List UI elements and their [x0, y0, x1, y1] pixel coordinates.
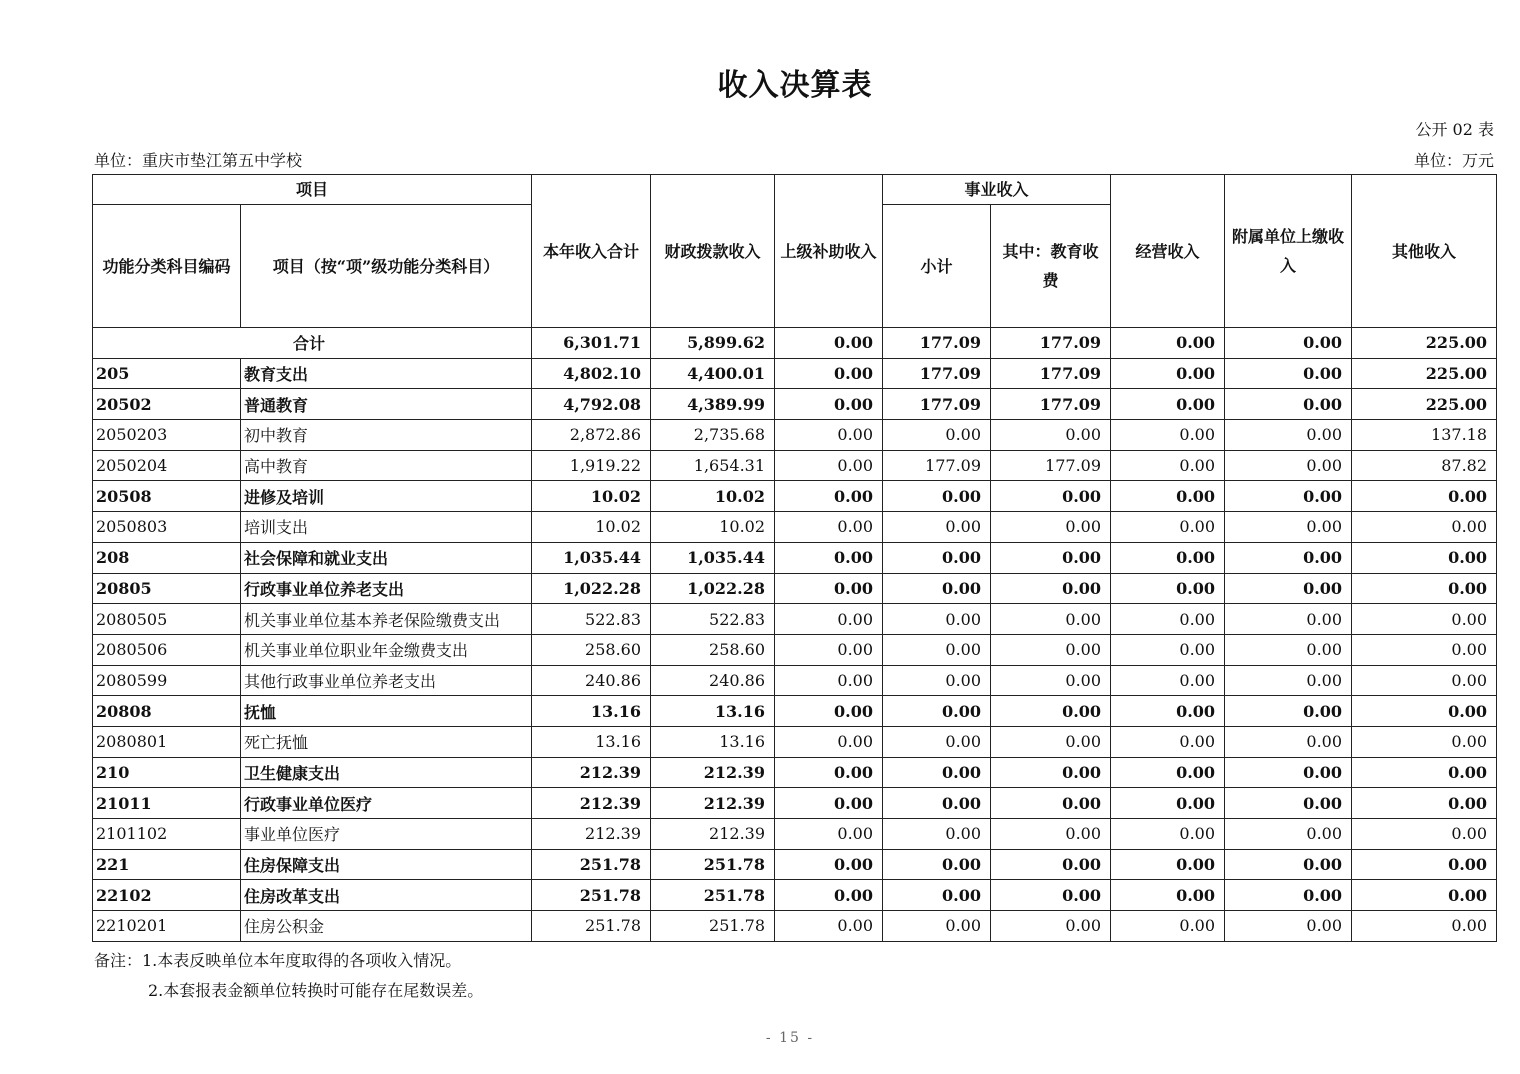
value-cell: 0.00: [883, 634, 991, 665]
form-number: 公开 02 表: [1415, 120, 1494, 139]
name-cell: 高中教育: [241, 450, 532, 481]
name-cell: 机关事业单位职业年金缴费支出: [241, 634, 532, 665]
value-cell: 0.00: [1111, 542, 1225, 573]
code-cell: 208: [93, 542, 241, 573]
header-operating: 经营收入: [1111, 175, 1225, 328]
value-cell: 0.00: [775, 420, 883, 451]
total-cell: 0.00: [1225, 328, 1352, 359]
value-cell: 0.00: [775, 389, 883, 420]
value-cell: 0.00: [1225, 389, 1352, 420]
value-cell: 0.00: [991, 819, 1111, 850]
value-cell: 0.00: [1111, 819, 1225, 850]
value-cell: 0.00: [1111, 604, 1225, 635]
value-cell: 0.00: [991, 481, 1111, 512]
value-cell: 4,400.01: [651, 358, 775, 389]
value-cell: 0.00: [1225, 726, 1352, 757]
value-cell: 0.00: [775, 542, 883, 573]
code-cell: 20808: [93, 696, 241, 727]
table-row: [93, 604, 1497, 635]
value-cell: 0.00: [991, 757, 1111, 788]
total-cell: 225.00: [1352, 328, 1497, 359]
code-cell: 2050204: [93, 450, 241, 481]
value-cell: 1,022.28: [532, 573, 651, 604]
table-row: [93, 849, 1497, 880]
value-cell: 0.00: [1225, 880, 1352, 911]
value-cell: 2,735.68: [651, 420, 775, 451]
value-cell: 251.78: [532, 911, 651, 942]
value-cell: 4,389.99: [651, 389, 775, 420]
value-cell: 0.00: [883, 542, 991, 573]
table-row: [93, 696, 1497, 727]
value-cell: 0.00: [1352, 849, 1497, 880]
table-row: [93, 634, 1497, 665]
value-cell: 0.00: [991, 726, 1111, 757]
value-cell: 13.16: [532, 696, 651, 727]
value-cell: 10.02: [651, 481, 775, 512]
value-cell: 522.83: [532, 604, 651, 635]
value-cell: 177.09: [991, 389, 1111, 420]
value-cell: 0.00: [1225, 665, 1352, 696]
value-cell: 0.00: [775, 665, 883, 696]
header-code: 功能分类科目编码: [93, 205, 241, 328]
value-cell: 0.00: [883, 604, 991, 635]
name-cell: 其他行政事业单位养老支出: [241, 665, 532, 696]
value-cell: 13.16: [651, 696, 775, 727]
value-cell: 0.00: [775, 573, 883, 604]
value-cell: 13.16: [651, 726, 775, 757]
value-cell: 251.78: [651, 880, 775, 911]
value-cell: 251.78: [651, 911, 775, 942]
value-cell: 0.00: [775, 726, 883, 757]
value-cell: 0.00: [883, 819, 991, 850]
value-cell: 0.00: [1111, 911, 1225, 942]
value-cell: 0.00: [1111, 788, 1225, 819]
header-superior: 上级补助收入: [775, 175, 883, 328]
value-cell: 0.00: [775, 512, 883, 543]
value-cell: 0.00: [1111, 420, 1225, 451]
table-row: [93, 788, 1497, 819]
value-cell: 225.00: [1352, 389, 1497, 420]
table-row: [93, 880, 1497, 911]
table-row: [93, 757, 1497, 788]
code-cell: 20508: [93, 481, 241, 512]
value-cell: 87.82: [1352, 450, 1497, 481]
value-cell: 0.00: [1352, 481, 1497, 512]
value-cell: 0.00: [1111, 450, 1225, 481]
total-label: 合计: [93, 328, 532, 359]
value-cell: 0.00: [1111, 358, 1225, 389]
value-cell: 0.00: [1225, 604, 1352, 635]
value-cell: 1,035.44: [651, 542, 775, 573]
value-cell: 0.00: [1352, 819, 1497, 850]
value-cell: 0.00: [883, 726, 991, 757]
value-cell: 0.00: [1225, 849, 1352, 880]
name-cell: 抚恤: [241, 696, 532, 727]
table-row: [93, 819, 1497, 850]
value-cell: 0.00: [883, 481, 991, 512]
name-cell: 死亡抚恤: [241, 726, 532, 757]
value-cell: 0.00: [883, 757, 991, 788]
value-cell: 0.00: [1111, 665, 1225, 696]
name-cell: 教育支出: [241, 358, 532, 389]
value-cell: 0.00: [775, 819, 883, 850]
code-cell: 221: [93, 849, 241, 880]
value-cell: 0.00: [991, 849, 1111, 880]
value-cell: 0.00: [1352, 880, 1497, 911]
value-cell: 0.00: [991, 604, 1111, 635]
table-row: [93, 542, 1497, 573]
table-row: [93, 450, 1497, 481]
value-cell: 0.00: [991, 542, 1111, 573]
value-cell: 522.83: [651, 604, 775, 635]
value-cell: 0.00: [1111, 512, 1225, 543]
value-cell: 0.00: [775, 604, 883, 635]
value-cell: 177.09: [991, 450, 1111, 481]
value-cell: 0.00: [1352, 757, 1497, 788]
value-cell: 225.00: [1352, 358, 1497, 389]
value-cell: 177.09: [991, 358, 1111, 389]
value-cell: 0.00: [1111, 481, 1225, 512]
code-cell: 2101102: [93, 819, 241, 850]
value-cell: 0.00: [775, 911, 883, 942]
note-line: 2.本套报表金额单位转换时可能存在尾数误差。: [148, 981, 484, 1000]
value-cell: 0.00: [1111, 634, 1225, 665]
total-cell: 0.00: [775, 328, 883, 359]
name-cell: 社会保障和就业支出: [241, 542, 532, 573]
reporting-unit: 单位：重庆市垫江第五中学校: [94, 151, 303, 170]
code-cell: 2080801: [93, 726, 241, 757]
name-cell: 进修及培训: [241, 481, 532, 512]
code-cell: 2050803: [93, 512, 241, 543]
header-name: 项目（按“项”级功能分类科目）: [241, 205, 532, 328]
value-cell: 0.00: [883, 849, 991, 880]
note-line: 备注：1.本表反映单位本年度取得的各项收入情况。: [94, 951, 462, 970]
income-table: [92, 174, 1497, 942]
value-cell: 177.09: [883, 358, 991, 389]
value-cell: 0.00: [1225, 757, 1352, 788]
value-cell: 0.00: [991, 512, 1111, 543]
value-cell: 0.00: [1111, 573, 1225, 604]
header-subtotal: 小计: [883, 205, 991, 328]
value-cell: 0.00: [1352, 573, 1497, 604]
code-cell: 2050203: [93, 420, 241, 451]
name-cell: 普通教育: [241, 389, 532, 420]
value-cell: 0.00: [775, 634, 883, 665]
value-cell: 0.00: [991, 880, 1111, 911]
table-row: [93, 726, 1497, 757]
name-cell: 住房改革支出: [241, 880, 532, 911]
value-cell: 0.00: [1225, 911, 1352, 942]
header-affiliated: 附属单位上缴收入: [1225, 175, 1352, 328]
value-cell: 4,802.10: [532, 358, 651, 389]
table-row: [93, 420, 1497, 451]
header-fiscal: 财政拨款收入: [651, 175, 775, 328]
value-cell: 0.00: [1225, 512, 1352, 543]
notes: [94, 946, 483, 1006]
value-cell: 0.00: [883, 911, 991, 942]
value-cell: 1,035.44: [532, 542, 651, 573]
value-cell: 0.00: [775, 880, 883, 911]
value-cell: 251.78: [532, 880, 651, 911]
value-cell: 1,022.28: [651, 573, 775, 604]
value-cell: 0.00: [991, 573, 1111, 604]
value-cell: 0.00: [1352, 696, 1497, 727]
value-cell: 0.00: [1352, 665, 1497, 696]
value-cell: 0.00: [1352, 634, 1497, 665]
value-cell: 0.00: [775, 450, 883, 481]
value-cell: 212.39: [651, 788, 775, 819]
value-cell: 0.00: [1225, 542, 1352, 573]
value-cell: 0.00: [1352, 604, 1497, 635]
page-title: 收入决算表: [717, 68, 873, 103]
value-cell: 177.09: [883, 450, 991, 481]
value-cell: 10.02: [651, 512, 775, 543]
value-cell: 0.00: [1111, 696, 1225, 727]
value-cell: 177.09: [883, 389, 991, 420]
value-cell: 137.18: [1352, 420, 1497, 451]
value-cell: 0.00: [1111, 726, 1225, 757]
code-cell: 205: [93, 358, 241, 389]
value-cell: 258.60: [651, 634, 775, 665]
value-cell: 0.00: [991, 788, 1111, 819]
value-cell: 10.02: [532, 481, 651, 512]
table-row: [93, 481, 1497, 512]
name-cell: 卫生健康支出: [241, 757, 532, 788]
value-cell: 0.00: [1225, 481, 1352, 512]
value-cell: 212.39: [532, 757, 651, 788]
value-cell: 0.00: [991, 911, 1111, 942]
value-cell: 0.00: [1225, 420, 1352, 451]
value-cell: 0.00: [1225, 450, 1352, 481]
value-cell: 212.39: [532, 788, 651, 819]
value-cell: 0.00: [883, 573, 991, 604]
value-cell: 0.00: [991, 634, 1111, 665]
table-row: [93, 389, 1497, 420]
table-row: [93, 512, 1497, 543]
value-cell: 212.39: [651, 757, 775, 788]
value-cell: 258.60: [532, 634, 651, 665]
name-cell: 住房保障支出: [241, 849, 532, 880]
value-cell: 0.00: [883, 880, 991, 911]
value-cell: 0.00: [1352, 726, 1497, 757]
table-row: [93, 911, 1497, 942]
value-cell: 0.00: [1352, 911, 1497, 942]
value-cell: 10.02: [532, 512, 651, 543]
name-cell: 培训支出: [241, 512, 532, 543]
value-cell: 212.39: [651, 819, 775, 850]
value-cell: 4,792.08: [532, 389, 651, 420]
value-cell: 0.00: [883, 696, 991, 727]
name-cell: 行政事业单位医疗: [241, 788, 532, 819]
header-other: 其他收入: [1352, 175, 1497, 328]
value-cell: 0.00: [775, 481, 883, 512]
total-cell: 177.09: [883, 328, 991, 359]
code-cell: 20805: [93, 573, 241, 604]
total-cell: 0.00: [1111, 328, 1225, 359]
value-cell: 0.00: [1352, 512, 1497, 543]
name-cell: 住房公积金: [241, 911, 532, 942]
total-cell: 177.09: [991, 328, 1111, 359]
code-cell: 2080505: [93, 604, 241, 635]
code-cell: 2210201: [93, 911, 241, 942]
value-cell: 1,654.31: [651, 450, 775, 481]
name-cell: 行政事业单位养老支出: [241, 573, 532, 604]
value-cell: 251.78: [532, 849, 651, 880]
value-cell: 0.00: [775, 849, 883, 880]
total-row: [93, 328, 1497, 359]
name-cell: 机关事业单位基本养老保险缴费支出: [241, 604, 532, 635]
code-cell: 21011: [93, 788, 241, 819]
code-cell: 210: [93, 757, 241, 788]
code-cell: 2080506: [93, 634, 241, 665]
value-cell: 0.00: [1111, 389, 1225, 420]
value-cell: 0.00: [775, 358, 883, 389]
value-cell: 251.78: [651, 849, 775, 880]
page-number: - 15 -: [765, 1030, 815, 1046]
value-cell: 0.00: [1225, 573, 1352, 604]
value-cell: 0.00: [1111, 757, 1225, 788]
value-cell: 0.00: [1111, 849, 1225, 880]
value-cell: 240.86: [532, 665, 651, 696]
value-cell: 0.00: [775, 696, 883, 727]
money-unit: 单位：万元: [1413, 151, 1494, 170]
value-cell: 0.00: [883, 665, 991, 696]
code-cell: 2080599: [93, 665, 241, 696]
value-cell: 0.00: [991, 665, 1111, 696]
code-cell: 20502: [93, 389, 241, 420]
value-cell: 0.00: [1225, 358, 1352, 389]
name-cell: 初中教育: [241, 420, 532, 451]
value-cell: 0.00: [1225, 788, 1352, 819]
value-cell: 240.86: [651, 665, 775, 696]
total-cell: 6,301.71: [532, 328, 651, 359]
value-cell: 0.00: [991, 420, 1111, 451]
value-cell: 13.16: [532, 726, 651, 757]
table-row: [93, 358, 1497, 389]
value-cell: 0.00: [991, 696, 1111, 727]
header-project: 项目: [93, 175, 532, 205]
value-cell: 0.00: [883, 788, 991, 819]
header-career-income: 事业收入: [883, 175, 1111, 205]
value-cell: 0.00: [1352, 788, 1497, 819]
value-cell: 0.00: [883, 512, 991, 543]
value-cell: 0.00: [1111, 880, 1225, 911]
total-cell: 5,899.62: [651, 328, 775, 359]
value-cell: 0.00: [1225, 696, 1352, 727]
value-cell: 2,872.86: [532, 420, 651, 451]
code-cell: 22102: [93, 880, 241, 911]
value-cell: 0.00: [1225, 819, 1352, 850]
table-row: [93, 573, 1497, 604]
value-cell: 0.00: [775, 757, 883, 788]
name-cell: 事业单位医疗: [241, 819, 532, 850]
value-cell: 0.00: [1225, 634, 1352, 665]
value-cell: 1,919.22: [532, 450, 651, 481]
header-total-income: 本年收入合计: [532, 175, 651, 328]
value-cell: 0.00: [775, 788, 883, 819]
value-cell: 0.00: [1352, 542, 1497, 573]
value-cell: 212.39: [532, 819, 651, 850]
table-row: [93, 665, 1497, 696]
value-cell: 0.00: [883, 420, 991, 451]
header-edu-fee: 其中：教育收费: [991, 205, 1111, 328]
